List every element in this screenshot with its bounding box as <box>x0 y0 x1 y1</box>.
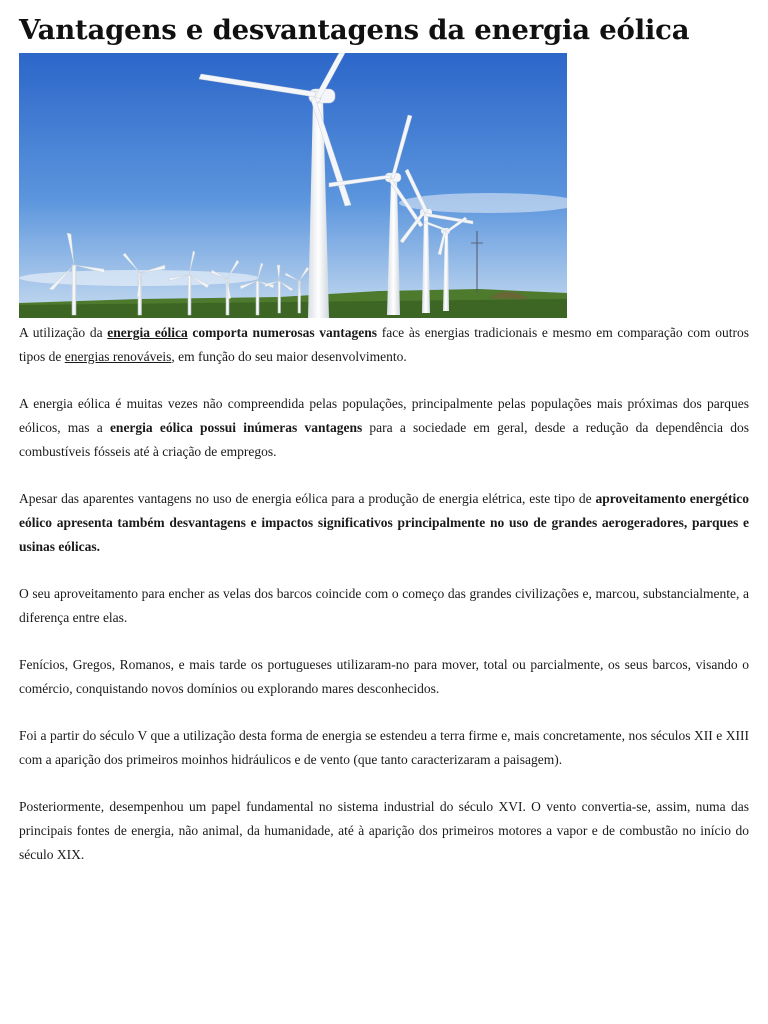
paragraph-1: A utilização da energia eólica comporta numerosas vantagens face às energias tradicionais e mesmo em comparação com outros tipos de energias renováveis, em função do seu maior desenvolvimento. <box>19 325 749 364</box>
paragraph-3: Apesar das aparentes vantagens no uso de energia eólica para a produção de energia elétrica, este tipo de aproveitamento energético eólico apresenta também desvantagens e impactos significativos principalmente no uso de grandes aerogeradores, parques e usinas eólicas. <box>19 491 750 554</box>
article-title: Vantagens e desvantagens da energia eólica <box>19 14 690 46</box>
link-energia-eolica[interactable]: energia eólica <box>107 325 188 340</box>
bold-desvantagens: aproveitamento energético eólico apresenta também desvantagens e impactos significativos principalmente no uso de grandes aerogeradores, parques e usinas eólicas. <box>19 491 750 554</box>
paragraph-4: O seu aproveitamento para encher as velas dos barcos coincide com o começo das grandes civilizações e, marcou, substancialmente, a diferença entre elas. <box>19 586 749 625</box>
wind-turbines-photo <box>19 53 567 318</box>
article-body <box>19 321 749 890</box>
bold-inumeras-vantagens: energia eólica possui inúmeras vantagens <box>109 420 363 435</box>
paragraph-7: Posteriormente, desempenhou um papel fundamental no sistema industrial do século XVI. O vento convertia-se, assim, numa das principais fontes de energia, não animal, da humanidade, até à aparição dos primeiros motores a vapor e de combustão no início do século XIX. <box>19 799 749 862</box>
bold-vantagens: comporta numerosas vantagens <box>192 325 378 340</box>
link-energias-renovaveis[interactable]: energias renováveis <box>64 349 172 364</box>
paragraph-2: A energia eólica é muitas vezes não compreendida pelas populações, principalmente pelas populações mais próximas dos parques eólicos, mas a energia eólica possui inúmeras vantagens para a sociedade em geral, desde a redução da dependência dos combustíveis fósseis até à criação de empregos. <box>19 396 749 459</box>
wind-turbines-illustration <box>19 53 567 318</box>
paragraph-5: Fenícios, Gregos, Romanos, e mais tarde os portugueses utilizaram-no para mover, total ou parcialmente, os seus barcos, visando o comércio, conquistando novos domínios ou explorando mares desconhecidos. <box>19 657 749 696</box>
paragraph-6: Foi a partir do século V que a utilização desta forma de energia se estendeu a terra firme e, mais concretamente, nos séculos XII e XIII com a aparição dos primeiros moinhos hidráulicos e de vento (que tanto caracterizaram a paisagem). <box>19 728 749 767</box>
